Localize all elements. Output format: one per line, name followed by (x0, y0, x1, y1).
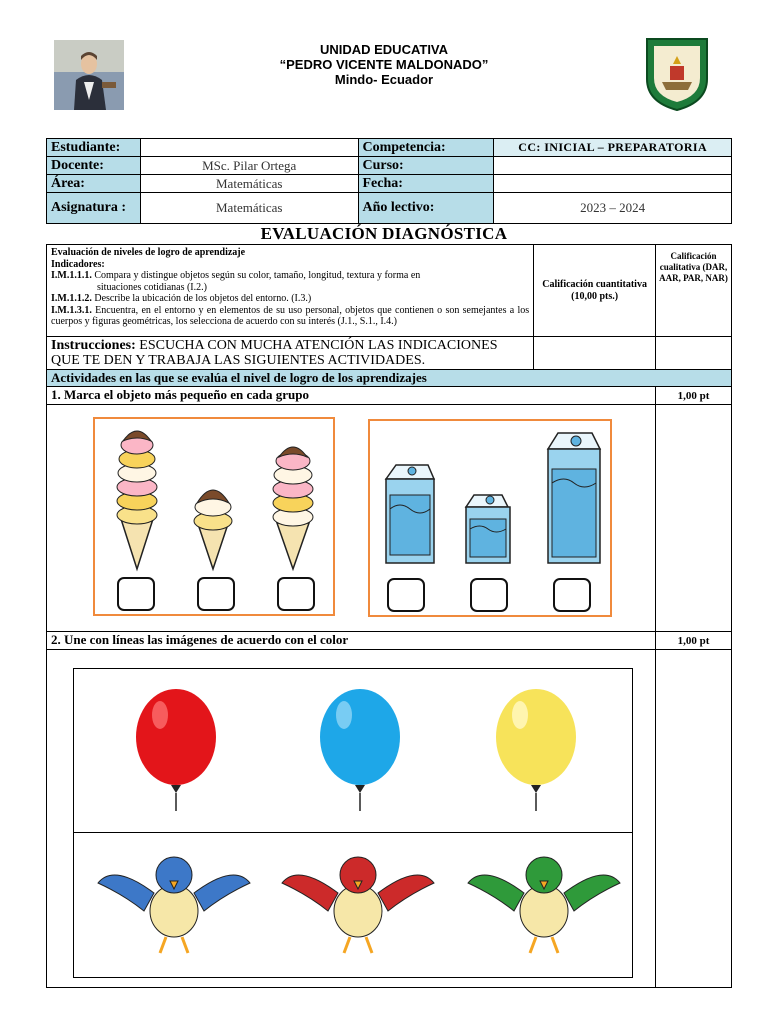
ind1-text-cont: situaciones cotidianas (I.2.) (97, 281, 207, 293)
ice-cream-cone-icon (273, 447, 313, 569)
milk-carton-group (368, 419, 612, 617)
competencia-value: CC: INICIAL – PREPARATORIA (494, 139, 732, 157)
header-line-1: UNIDAD EDUCATIVA (319, 42, 449, 57)
school-emblem (642, 34, 712, 112)
ind3-code: I.M.1.3.1. (51, 304, 92, 316)
balloon-icon (496, 689, 576, 811)
indicators-cell (47, 245, 534, 337)
competencia-label: Competencia: (358, 139, 494, 157)
anio-label: Año lectivo: (358, 193, 494, 224)
curso-field[interactable] (494, 157, 732, 175)
evaluation-heading: Evaluación de niveles de logro de aprendizaje (51, 247, 246, 258)
info-table (46, 138, 732, 224)
question-1-points: 1,00 pt (656, 387, 732, 405)
answer-checkbox[interactable] (197, 577, 235, 611)
answer-checkbox[interactable] (553, 578, 591, 612)
instructions-grade-cell (534, 337, 656, 370)
asignatura-value: Matemáticas (140, 193, 358, 224)
milk-carton-icon (386, 465, 434, 563)
ice-cream-cone-icon (194, 490, 232, 569)
answer-checkbox[interactable] (117, 577, 155, 611)
fecha-label: Fecha: (358, 175, 494, 193)
anio-value: 2023 – 2024 (494, 193, 732, 224)
instructions-qual-cell (656, 337, 732, 370)
header-line-3: Mindo- Ecuador (334, 72, 434, 87)
activities-heading: Actividades en las que se evalúa el nivel de logro de los aprendizajes (47, 370, 732, 387)
ind3-text: Encuentra, en el entorno y en elementos de su uso personal, objetos que contienen o son semejantes a los cuerpos y figuras geométricas, los selecciona de acuerdo con su interés (J.1., S.1., I.4.) (51, 304, 530, 327)
bird-icon (282, 857, 434, 953)
ind2-code: I.M.1.1.2. (51, 293, 92, 304)
ind1-code: I.M.1.1.1. (51, 270, 92, 281)
indicators-label: Indicadores: (51, 258, 105, 270)
fecha-field[interactable] (494, 175, 732, 193)
balloon-icon (320, 689, 400, 811)
estudiante-field[interactable] (140, 139, 358, 157)
qualitative-grade-header: Calificación cualitativa (DAR, AAR, PAR, NAR) (656, 245, 732, 337)
page-title: EVALUACIÓN DIAGNÓSTICA (260, 224, 508, 243)
curso-label: Curso: (358, 157, 494, 175)
milk-carton-icon (548, 433, 600, 563)
question-2-grade-cell (656, 650, 732, 988)
question-1: 1. Marca el objeto más pequeño en cada grupo (47, 387, 656, 405)
instructions-cell (47, 337, 534, 370)
balloon-icon (136, 689, 216, 811)
quantitative-grade-header: Calificación cuantitativa (10,00 pts.) (534, 245, 656, 337)
header-line-2: “PEDRO VICENTE MALDONADO” (279, 57, 489, 72)
answer-checkbox[interactable] (277, 577, 315, 611)
milk-carton-icon (466, 495, 510, 563)
bird-icon (98, 857, 250, 953)
ice-cream-group (93, 417, 335, 616)
asignatura-label: Asignatura : (47, 193, 141, 224)
docente-value: MSc. Pilar Ortega (140, 157, 358, 175)
ind2-text: Describe la ubicación de los objetos del entorno. (I.3.) (94, 293, 312, 304)
instructions-label: Instrucciones: (51, 338, 136, 353)
area-value: Matemáticas (140, 175, 358, 193)
color-matching-area (73, 668, 633, 978)
docente-label: Docente: (47, 157, 141, 175)
answer-checkbox[interactable] (470, 578, 508, 612)
question-2: 2. Une con líneas las imágenes de acuerdo con el color (47, 632, 656, 650)
answer-checkbox[interactable] (387, 578, 425, 612)
question-2-points: 1,00 pt (656, 632, 732, 650)
estudiante-label: Estudiante: (47, 139, 141, 157)
ind1-text: Compara y distingue objetos según su color, tamaño, longitud, textura y forma en (94, 270, 421, 281)
instructions-text: ESCUCHA CON MUCHA ATENCIÓN LAS INDICACIONES QUE TE DEN Y TRABAJA LAS SIGUIENTES ACTIVIDADES. (51, 338, 498, 368)
question-1-grade-cell (656, 405, 732, 632)
bird-icon (468, 857, 620, 953)
area-label: Área: (47, 175, 141, 193)
ice-cream-cone-icon (117, 431, 157, 569)
